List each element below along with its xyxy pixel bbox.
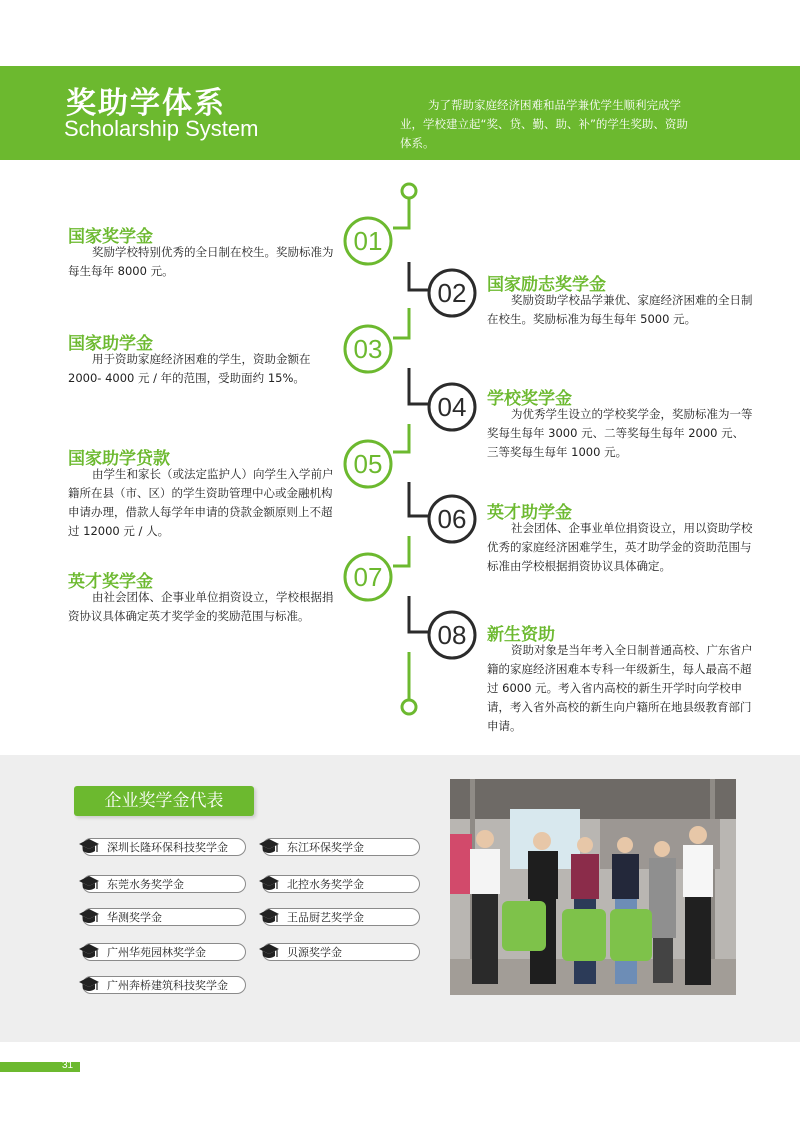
section-title-04: 学校奖学金 [487,389,572,409]
section-body-01: 奖励学校特别优秀的全日制在校生。奖励标准为每生每年 8000 元。 [68,245,334,278]
corporate-item-label: 东莞水务奖学金 [107,878,184,891]
section-body-05: 由学生和家长（或法定监护人）向学生入学前户籍所在县（市、区）的学生资助管理中心或金融机构申请办理，借款人每学年申请的贷款金额原则上不超过 12000 元 / 人。 [68,467,334,538]
section-title-07: 英才奖学金 [68,572,153,592]
node-number-03: 03 [353,334,383,364]
corporate-item [262,875,420,893]
corporate-item-label: 贝源奖学金 [287,946,342,959]
corporate-item-label: 东江环保奖学金 [287,841,364,854]
corporate-item [82,976,246,994]
intro-text: 为了帮助家庭经济困难和品学兼优学生顺利完成学业，学校建立起“奖、贷、勤、助、补”的学生奖助、资助体系。 [400,98,688,150]
section-body-02: 奖励资助学校品学兼优、家庭经济困难的全日制在校生。奖励标准为每生每年 5000 元。 [487,293,753,326]
corporate-item-label: 王品厨艺奖学金 [287,911,364,924]
graduation-cap-icon [77,941,101,963]
corporate-item-label: 华测奖学金 [107,911,162,924]
node-number-06: 06 [437,504,467,534]
section-title-08: 新生资助 [487,625,555,645]
graduation-cap-icon [257,906,281,928]
section-body-07: 由社会团体、企事业单位捐资设立，学校根据捐资协议具体确定英才奖学金的奖励范围与标准。 [68,590,334,623]
section-title-02: 国家励志奖学金 [487,275,606,295]
graduation-cap-icon [257,873,281,895]
corporate-item-label: 深圳长隆环保科技奖学金 [107,841,228,854]
node-number-05: 05 [353,449,383,479]
graduation-cap-icon [77,836,101,858]
timeline-start-dot [402,184,416,198]
corporate-item [262,838,420,856]
corporate-item [262,943,420,961]
graduation-cap-icon [77,906,101,928]
node-number-04: 04 [437,392,467,422]
section-title-05: 国家助学贷款 [68,449,170,469]
corporate-item [262,908,420,926]
group-photo [450,779,736,995]
section-body-08: 资助对象是当年考入全日制普通高校、广东省户籍的家庭经济困难本专科一年级新生，每人最高不超过 6000 元。考入省内高校的新生开学时向学校申请，考入省外高校的新生向户籍所在地县级教育部门申请。 [487,643,753,733]
graduation-cap-icon [77,873,101,895]
corporate-item [82,943,246,961]
section-title-01: 国家奖学金 [68,227,153,247]
node-number-02: 02 [437,278,467,308]
section-body-03: 用于资助家庭经济困难的学生，资助金额在 2000- 4000 元 / 年的范围，受助面约 15%。 [68,352,311,385]
corporate-title: 企业奖学金代表 [74,786,254,816]
node-number-07: 07 [353,562,383,592]
section-body-04: 为优秀学生设立的学校奖学金，奖励标准为一等奖每生每年 3000 元、二等奖每生每年 2000 元、三等奖每生每年 1000 元。 [487,407,753,459]
corporate-item [82,875,246,893]
corporate-item [82,838,246,856]
corporate-item [82,908,246,926]
graduation-cap-icon [77,974,101,996]
page-subtitle-en: Scholarship System [64,116,259,141]
graduation-cap-icon [257,941,281,963]
page-title: 奖助学体系 [66,86,226,121]
node-number-01: 01 [353,226,383,256]
timeline-end-dot [402,700,416,714]
section-title-06: 英才助学金 [487,503,572,523]
section-title-03: 国家助学金 [68,334,153,354]
section-body-06: 社会团体、企事业单位捐资设立，用以资助学校优秀的家庭经济困难学生，英才助学金的资助范围与标准由学校根据捐资协议具体确定。 [487,521,753,573]
corporate-item-label: 广州华苑园林奖学金 [107,946,206,959]
corporate-item-label: 北控水务奖学金 [287,878,364,891]
node-number-08: 08 [437,620,467,650]
page-number: 31 [62,1060,74,1071]
corporate-item-label: 广州奔桥建筑科技奖学金 [107,979,228,992]
graduation-cap-icon [257,836,281,858]
